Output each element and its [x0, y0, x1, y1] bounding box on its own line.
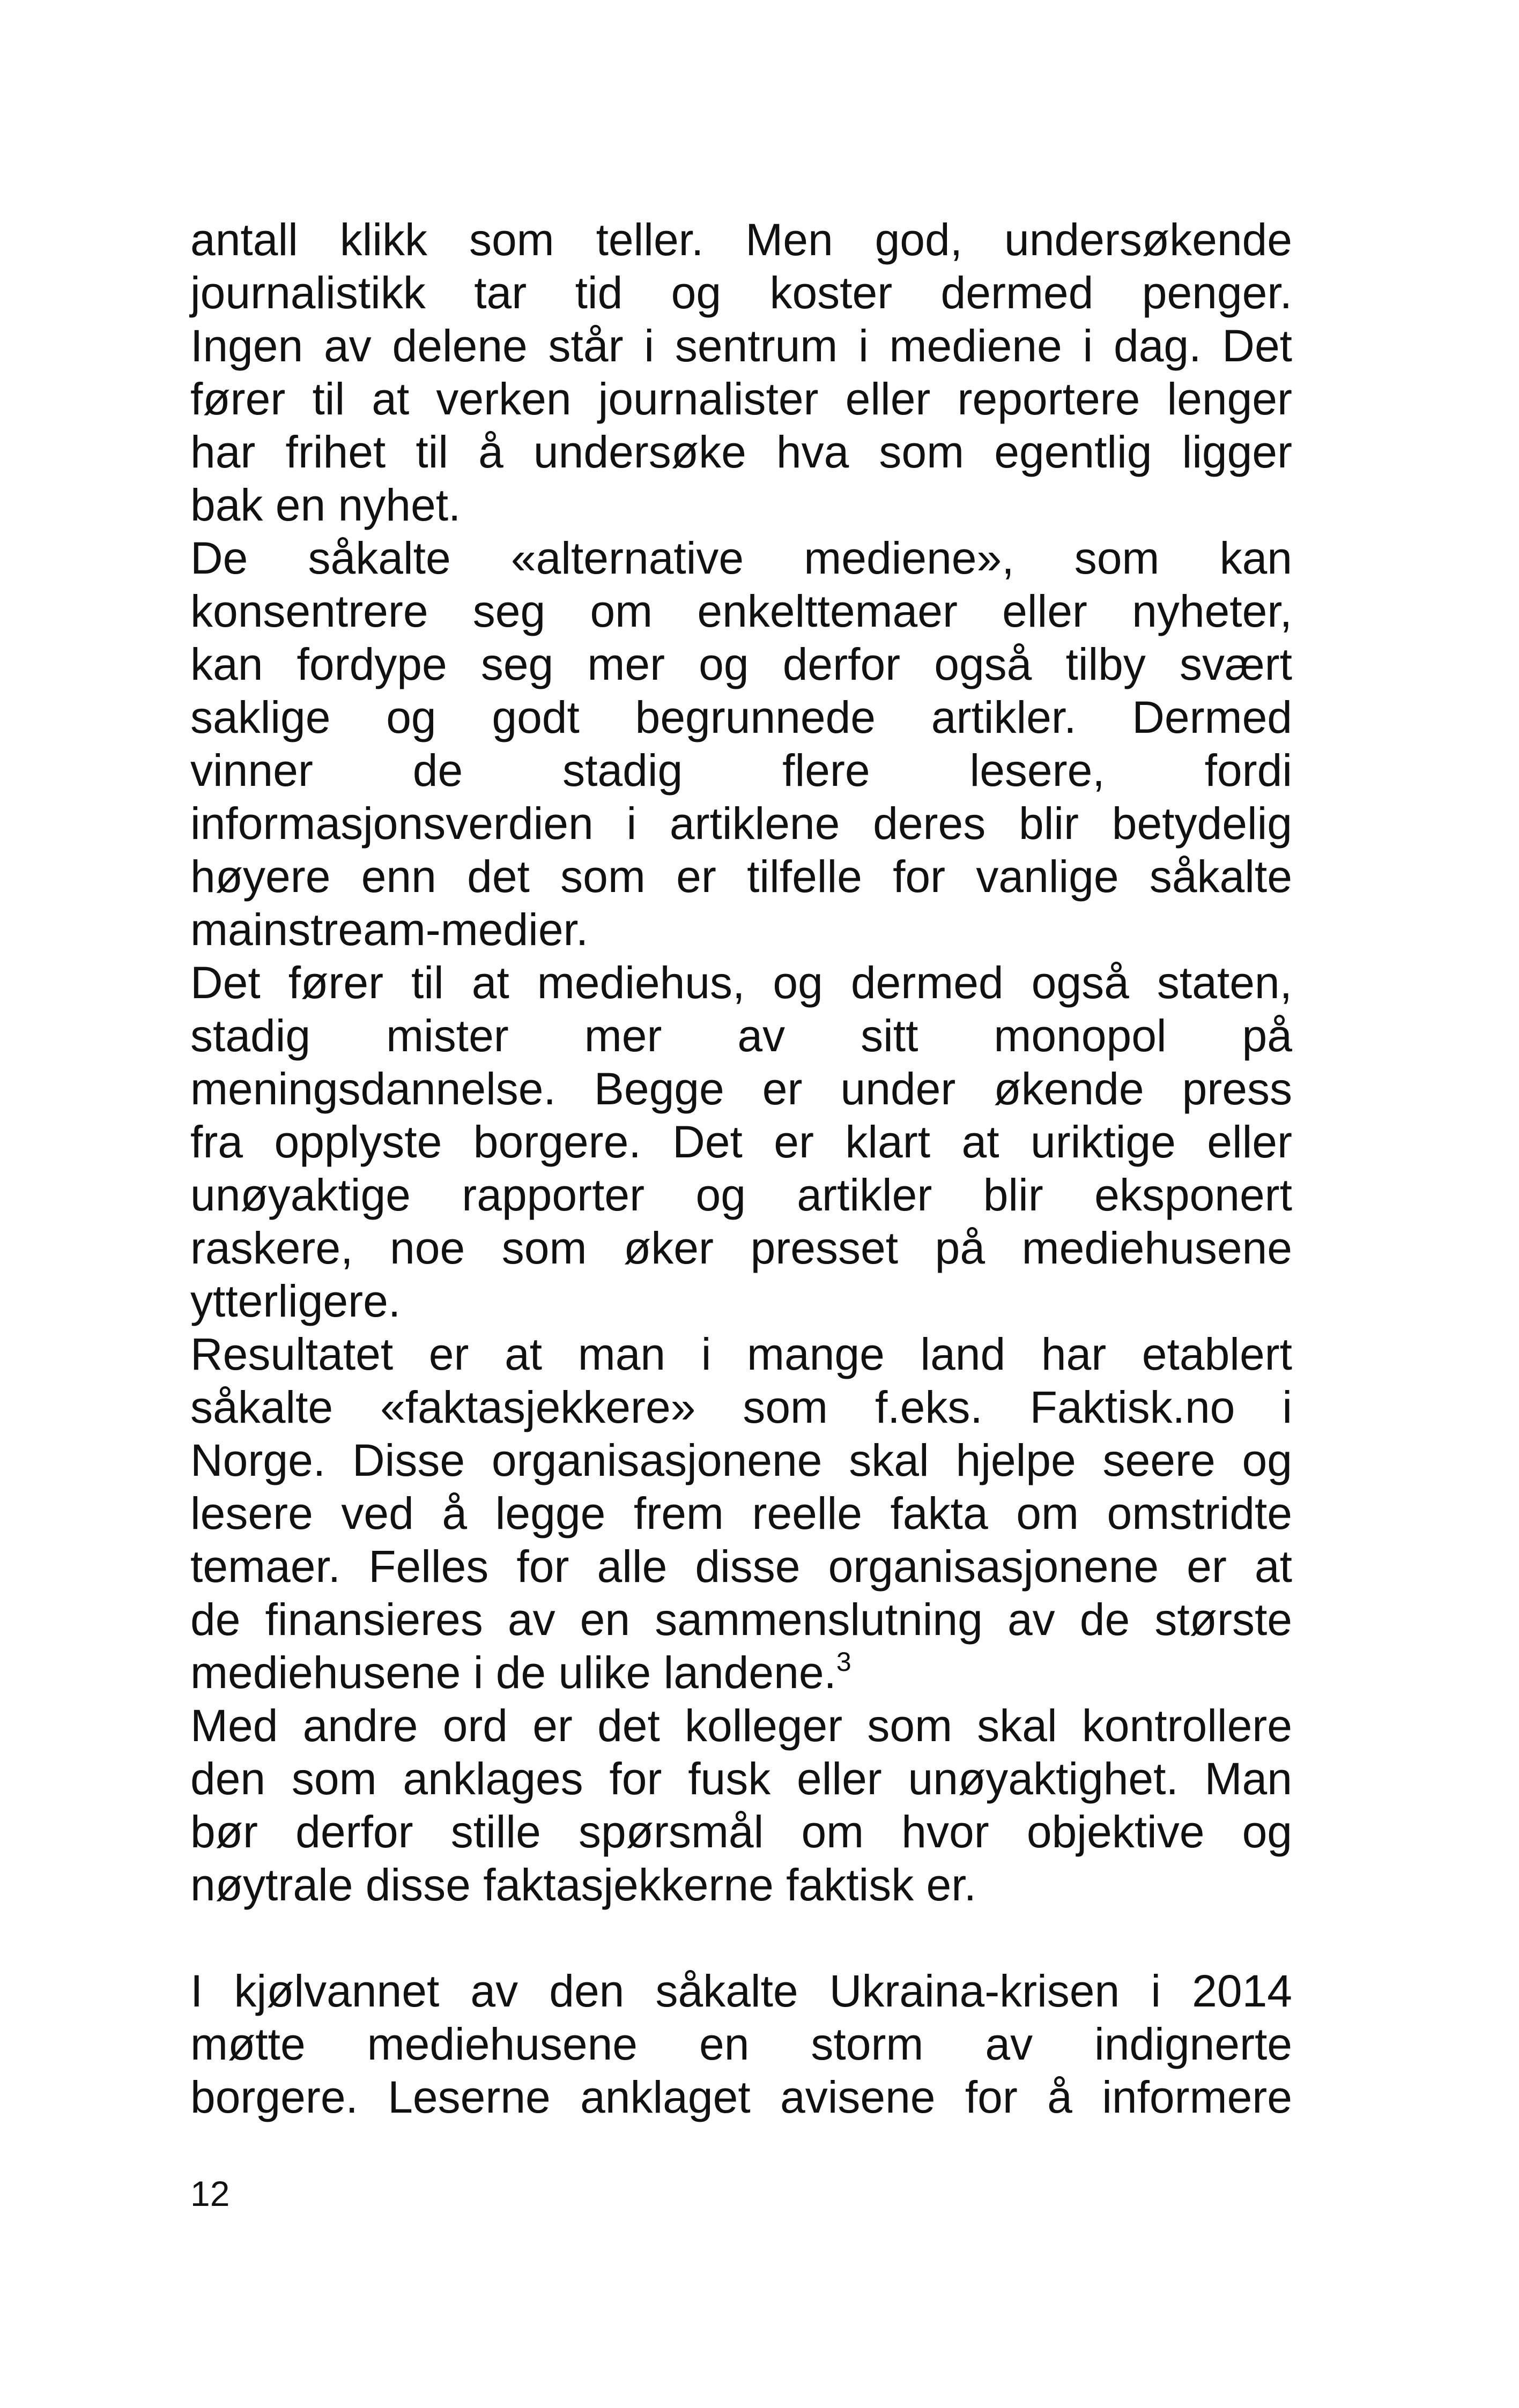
text-line: raskere, noe som øker presset på mediehusene	[190, 1223, 1292, 1273]
text-line: de finansieres av en sammenslutning av de største	[190, 1594, 1292, 1645]
text-line: såkalte «faktasjekkere» som f.eks. Faktisk.no i	[190, 1382, 1292, 1432]
body-text	[190, 213, 1292, 2124]
text-line: Med andre ord er det kolleger som skal kontrollere	[190, 1700, 1292, 1751]
text-line: fører til at verken journalister eller reportere lenger	[190, 374, 1292, 424]
text-line: konsentrere seg om enkelttemaer eller nyheter,	[190, 586, 1292, 636]
text-line-with-footnote	[190, 1646, 1292, 1699]
text-line: journalistikk tar tid og koster dermed penger.	[190, 267, 1292, 318]
text-line: meningsdannelse. Begge er under økende press	[190, 1064, 1292, 1114]
text-line: temaer. Felles for alle disse organisasjonene er at	[190, 1541, 1292, 1592]
page-number: 12	[190, 2174, 230, 2213]
text-line: kan fordype seg mer og derfor også tilby svært	[190, 639, 1292, 689]
paragraph-gap	[190, 1912, 1292, 1965]
text-line: bak en nyhet.	[190, 480, 461, 530]
text-line: vinner de stadig flere lesere, fordi	[190, 745, 1292, 796]
text-line: Resultatet er at man i mange land har etablert	[190, 1329, 1292, 1379]
text-line: bør derfor stille spørsmål om hvor objektive og	[190, 1807, 1292, 1857]
text-line: I kjølvannet av den såkalte Ukraina-krisen i 2014	[190, 1966, 1292, 2016]
text-line: borgere. Leserne anklaget avisene for å informere	[190, 2072, 1292, 2122]
text-line: mediehusene i de ulike landene.	[190, 1647, 836, 1698]
text-line: møtte mediehusene en storm av indignerte	[190, 2019, 1292, 2069]
text-line: Det fører til at mediehus, og dermed også staten,	[190, 957, 1292, 1008]
text-line: Ingen av delene står i sentrum i mediene i dag. Det	[190, 321, 1292, 371]
text-line: unøyaktige rapporter og artikler blir eksponert	[190, 1170, 1292, 1220]
text-line: antall klikk som teller. Men god, undersøkende	[190, 214, 1292, 265]
text-line: mainstream-medier.	[190, 904, 589, 955]
text-line: den som anklages for fusk eller unøyaktighet. Man	[190, 1753, 1292, 1804]
text-line: høyere enn det som er tilfelle for vanlige såkalte	[190, 851, 1292, 902]
text-line: nøytrale disse faktasjekkerne faktisk er.	[190, 1860, 976, 1910]
text-line: har frihet til å undersøke hva som egentlig ligger	[190, 427, 1292, 477]
text-line: ytterligere.	[190, 1276, 401, 1326]
text-line: informasjonsverdien i artiklene deres blir betydelig	[190, 798, 1292, 849]
text-line: saklige og godt begrunnede artikler. Dermed	[190, 692, 1292, 742]
text-line: De såkalte «alternative mediene», som kan	[190, 533, 1292, 583]
text-line: Norge. Disse organisasjonene skal hjelpe seere og	[190, 1435, 1292, 1485]
text-line: stadig mister mer av sitt monopol på	[190, 1010, 1292, 1061]
text-line: fra opplyste borgere. Det er klart at uriktige eller	[190, 1117, 1292, 1167]
text-line: lesere ved å legge frem reelle fakta om omstridte	[190, 1488, 1292, 1539]
footnote-reference: 3	[836, 1647, 851, 1677]
